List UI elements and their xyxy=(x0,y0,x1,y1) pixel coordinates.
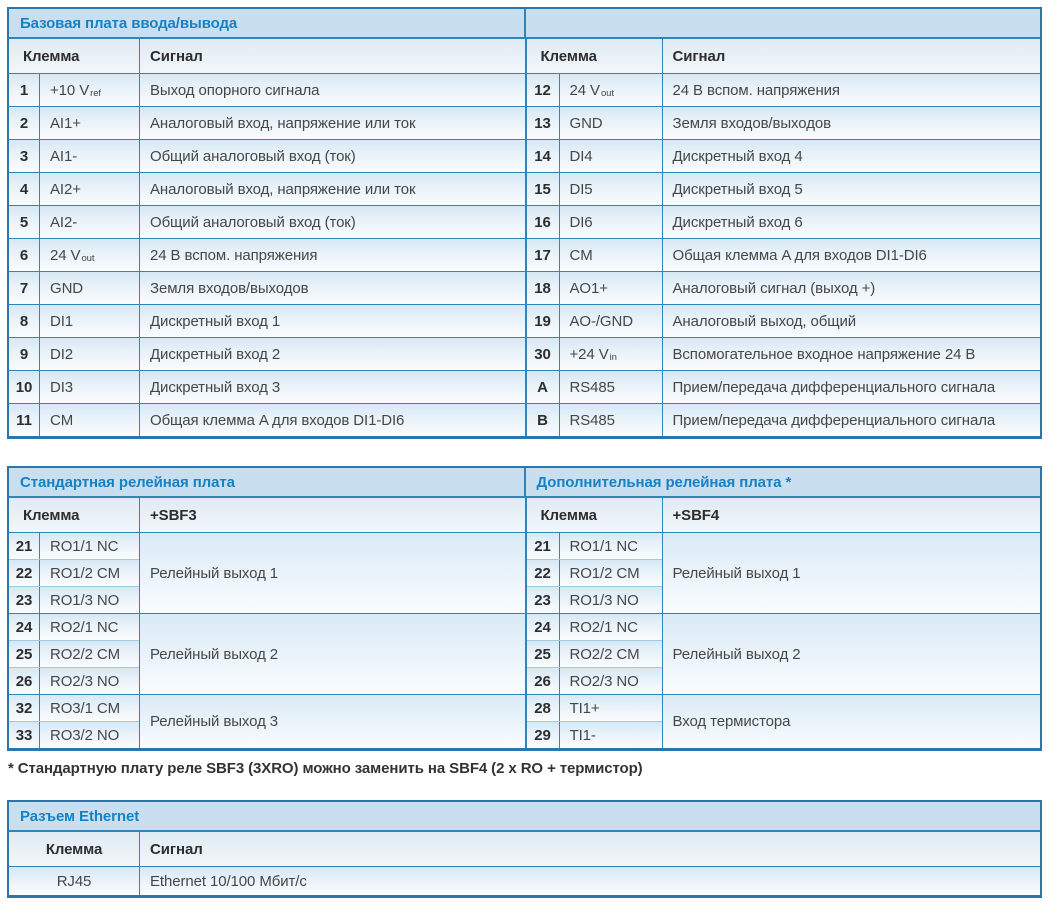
group-signal-description: Релейный выход 1 xyxy=(140,533,525,613)
group-signal-description: Релейный выход 3 xyxy=(140,695,525,748)
terminal-name: RO1/2 CM xyxy=(569,564,640,582)
terminal-number: 17 xyxy=(527,239,560,271)
terminal-row xyxy=(9,205,525,238)
terminal-number: B xyxy=(527,404,560,436)
terminal-name: GND xyxy=(560,107,663,139)
terminal-name: DI4 xyxy=(560,140,663,172)
terminal-name: RO2/2 CM xyxy=(569,645,640,663)
terminal-number: 2 xyxy=(9,107,40,139)
terminal-name: DI2 xyxy=(40,338,140,370)
terminal-number: 32 xyxy=(9,695,40,721)
terminal-number: 7 xyxy=(9,272,40,304)
terminal-number: 10 xyxy=(9,371,40,403)
signal-description: Аналоговый выход, общий xyxy=(672,312,857,330)
signal-description: Общая клемма A для входов DI1-DI6 xyxy=(150,411,405,429)
terminal-number: 29 xyxy=(527,722,560,748)
relay-group xyxy=(527,532,1041,613)
terminal-name: TI1- xyxy=(569,726,596,744)
terminal-number: 33 xyxy=(9,722,40,748)
signal-description: Общая клемма A для входов DI1-DI6 xyxy=(672,246,927,264)
terminal-number: 25 xyxy=(527,641,560,667)
relay-titlebar xyxy=(9,468,1040,498)
terminal-row xyxy=(9,238,525,271)
terminal-row xyxy=(527,403,1041,436)
signal-description: Ethernet 10/100 Мбит/с xyxy=(150,872,307,890)
terminal-row xyxy=(527,238,1041,271)
terminal-number: 6 xyxy=(9,239,40,271)
terminal-name: RO2/2 CM xyxy=(50,645,121,663)
signal-description: Общий аналоговый вход (ток) xyxy=(150,147,356,165)
relay-opt-title: Дополнительная релейная плата * xyxy=(524,468,1041,496)
terminal-row xyxy=(9,866,1040,895)
terminal-row xyxy=(9,271,525,304)
io-left-header-row xyxy=(9,39,525,73)
relay-std-header-row xyxy=(9,498,525,532)
signal-description: 24 В вспом. напряжения xyxy=(150,246,318,264)
terminal-name: RO2/1 NC xyxy=(50,618,119,636)
terminal-number: 1 xyxy=(9,74,40,106)
relay-group xyxy=(9,532,525,613)
terminal-number: 24 xyxy=(9,614,40,640)
relay-group xyxy=(527,694,1041,748)
terminal-name: +24 V in xyxy=(560,338,663,370)
terminal-name: AI2- xyxy=(40,206,140,238)
signal-description: Аналоговый вход, напряжение или ток xyxy=(150,114,416,132)
terminal-row xyxy=(527,370,1041,403)
signal-description: Аналоговый сигнал (выход +) xyxy=(672,279,876,297)
group-signal-description: Релейный выход 2 xyxy=(140,614,525,694)
signal-description: Земля входов/выходов xyxy=(672,114,831,132)
signal-description: 24 В вспом. напряжения xyxy=(672,81,840,99)
io-board-table xyxy=(7,7,1042,439)
signal-col-header: Сигнал xyxy=(150,840,203,858)
signal-description: Выход опорного сигнала xyxy=(150,81,320,99)
terminal-number: 19 xyxy=(527,305,560,337)
terminal-row xyxy=(9,172,525,205)
terminal-number: 23 xyxy=(527,587,560,613)
terminal-number: 26 xyxy=(527,668,560,694)
relay-std-title: Стандартная релейная плата xyxy=(20,473,235,491)
terminal-number: 11 xyxy=(9,404,40,436)
signal-description: Дискретный вход 1 xyxy=(150,312,281,330)
terminal-number: 28 xyxy=(527,695,560,721)
terminal-row xyxy=(9,304,525,337)
signal-description: Дискретный вход 4 xyxy=(672,147,803,165)
terminal-col-header: Клемма xyxy=(527,39,663,73)
terminal-number: 18 xyxy=(527,272,560,304)
terminal-name: RJ45 xyxy=(9,867,140,895)
terminal-name-subscript: ref xyxy=(90,88,101,100)
terminal-row xyxy=(9,106,525,139)
io-board-right-half xyxy=(525,39,1041,436)
terminal-name: DI3 xyxy=(40,371,140,403)
terminal-number: 21 xyxy=(9,533,40,559)
terminal-number: 16 xyxy=(527,206,560,238)
terminal-row xyxy=(527,106,1041,139)
signal-col-header: Сигнал xyxy=(672,47,726,65)
terminal-number: 21 xyxy=(527,533,560,559)
signal-description: Аналоговый вход, напряжение или ток xyxy=(150,180,416,198)
sbf-footnote: * Стандартную плату реле SBF3 (3XRO) можно заменить на SBF4 (2 x RO + термистор) xyxy=(8,760,643,777)
relay-boards-table xyxy=(7,466,1042,751)
relay-group xyxy=(9,613,525,694)
terminal-name: TI1+ xyxy=(569,699,600,717)
terminal-name: CM xyxy=(560,239,663,271)
terminal-number: 22 xyxy=(9,560,40,586)
terminal-row xyxy=(9,370,525,403)
terminal-row xyxy=(527,337,1041,370)
terminal-name: DI6 xyxy=(560,206,663,238)
terminal-name: RS485 xyxy=(560,404,663,436)
signal-description: Дискретный вход 3 xyxy=(150,378,281,396)
sbf3-col-header: +SBF3 xyxy=(150,506,197,524)
terminal-col-header: Клемма xyxy=(9,498,140,532)
ethernet-title: Разъем Ethernet xyxy=(20,807,140,825)
terminal-name: GND xyxy=(40,272,140,304)
group-signal-description: Вход термистора xyxy=(663,695,1041,748)
terminal-name: AI2+ xyxy=(40,173,140,205)
terminal-row xyxy=(9,73,525,106)
signal-description: Земля входов/выходов xyxy=(150,279,309,297)
relay-std-half xyxy=(9,498,525,748)
signal-description: Вспомогательное входное напряжение 24 В xyxy=(672,345,976,363)
terminal-number: 25 xyxy=(9,641,40,667)
terminal-row xyxy=(9,139,525,172)
terminal-name: RO2/3 NO xyxy=(50,672,120,690)
group-signal-description: Релейный выход 1 xyxy=(663,533,1041,613)
terminal-number: 30 xyxy=(527,338,560,370)
terminal-name: DI5 xyxy=(560,173,663,205)
terminal-name: AI1- xyxy=(40,140,140,172)
relay-opt-header-row xyxy=(527,498,1041,532)
terminal-name: RO1/1 NC xyxy=(50,537,119,555)
terminal-number: 5 xyxy=(9,206,40,238)
terminal-name: CM xyxy=(40,404,140,436)
terminal-number: 12 xyxy=(527,74,560,106)
ethernet-header-row xyxy=(9,832,1040,866)
terminal-row xyxy=(527,172,1041,205)
terminal-col-header: Клемма xyxy=(9,832,140,866)
terminal-number: 4 xyxy=(9,173,40,205)
terminal-number: 9 xyxy=(9,338,40,370)
terminal-name: RO1/1 NC xyxy=(569,537,638,555)
terminal-name: 24 V out xyxy=(40,239,140,271)
terminal-name: RO1/3 NO xyxy=(50,591,120,609)
io-board-title: Базовая плата ввода/вывода xyxy=(20,14,238,32)
terminal-number: 22 xyxy=(527,560,560,586)
ethernet-table xyxy=(7,800,1042,898)
terminal-name: AO1+ xyxy=(560,272,663,304)
terminal-name: RO1/2 CM xyxy=(50,564,121,582)
terminal-name: +10 V ref xyxy=(40,74,140,106)
terminal-number: 15 xyxy=(527,173,560,205)
signal-description: Прием/передача дифференциального сигнала xyxy=(672,378,996,396)
terminal-number: 14 xyxy=(527,140,560,172)
signal-col-header: Сигнал xyxy=(150,47,203,65)
terminal-name: RO3/2 NO xyxy=(50,726,120,744)
sbf4-col-header: +SBF4 xyxy=(672,506,720,524)
terminal-number: 13 xyxy=(527,107,560,139)
signal-description: Дискретный вход 2 xyxy=(150,345,281,363)
terminal-row xyxy=(527,139,1041,172)
terminal-row xyxy=(527,205,1041,238)
signal-description: Прием/передача дифференциального сигнала xyxy=(672,411,996,429)
terminal-name: RO1/3 NO xyxy=(569,591,639,609)
group-signal-description: Релейный выход 2 xyxy=(663,614,1041,694)
terminal-name: AO-/GND xyxy=(560,305,663,337)
terminal-row xyxy=(9,403,525,436)
relay-opt-half xyxy=(525,498,1041,748)
terminal-name: AI1+ xyxy=(40,107,140,139)
signal-description: Дискретный вход 5 xyxy=(672,180,803,198)
io-board-left-half xyxy=(9,39,525,436)
terminal-name: RO2/1 NC xyxy=(569,618,638,636)
terminal-number: 8 xyxy=(9,305,40,337)
terminal-row xyxy=(527,73,1041,106)
terminal-row xyxy=(527,304,1041,337)
terminal-row xyxy=(9,337,525,370)
relay-group xyxy=(9,694,525,748)
terminal-name: RS485 xyxy=(560,371,663,403)
signal-description: Дискретный вход 6 xyxy=(672,213,803,231)
terminal-name: 24 V out xyxy=(560,74,663,106)
io-board-title-spacer xyxy=(524,9,1041,37)
terminal-row xyxy=(527,271,1041,304)
terminal-name: DI1 xyxy=(40,305,140,337)
terminal-name: RO3/1 CM xyxy=(50,699,121,717)
io-board-titlebar xyxy=(9,9,1040,39)
signal-description: Общий аналоговый вход (ток) xyxy=(150,213,356,231)
io-right-header-row xyxy=(527,39,1041,73)
terminal-number: 3 xyxy=(9,140,40,172)
terminal-number: 26 xyxy=(9,668,40,694)
terminal-col-header: Клемма xyxy=(9,39,140,73)
terminal-number: 24 xyxy=(527,614,560,640)
terminal-number: 23 xyxy=(9,587,40,613)
terminal-name: RO2/3 NO xyxy=(569,672,639,690)
relay-group xyxy=(527,613,1041,694)
terminal-number: A xyxy=(527,371,560,403)
ethernet-titlebar xyxy=(9,802,1040,832)
terminal-col-header: Клемма xyxy=(527,498,663,532)
